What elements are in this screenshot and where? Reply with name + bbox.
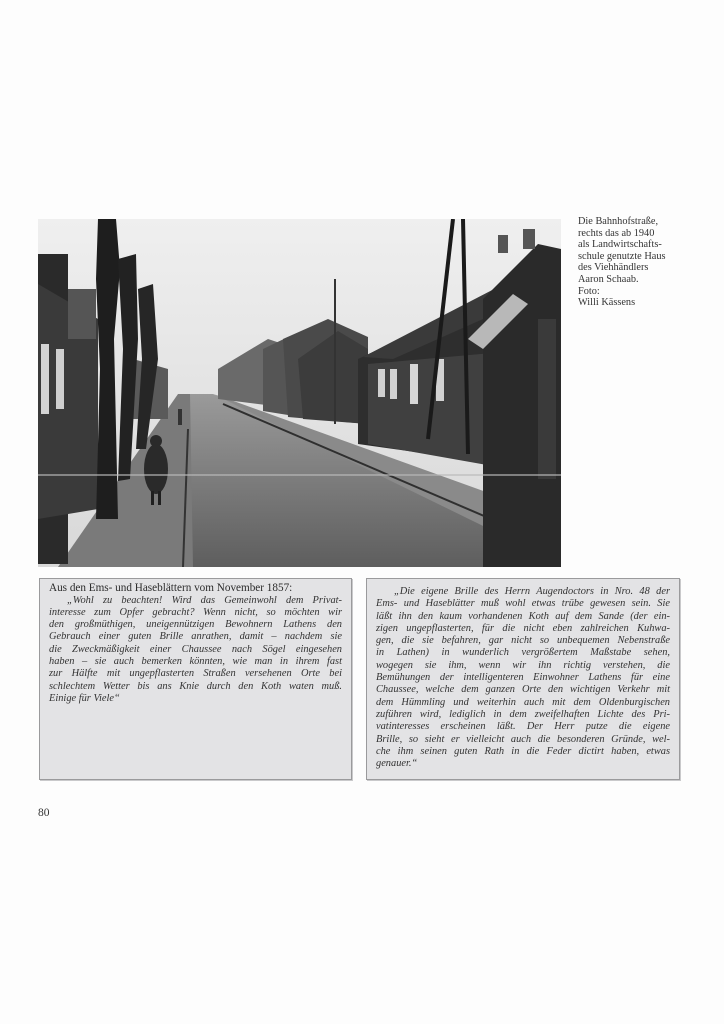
- caption-line: Die Bahnhofstraße,: [578, 216, 659, 227]
- caption-line: Willi Kässens: [578, 297, 636, 309]
- photo-image: [38, 219, 561, 567]
- quote-line: Gebrauch einer guten Brille anrathen, damit – nachdem sie: [49, 631, 342, 643]
- caption-line: rechts das ab 1940: [578, 227, 655, 239]
- quote-line: genauer.“: [376, 758, 418, 770]
- quote-line: zigen ungepflasterten, für die nicht eben zahlreichen Kuhwa-: [376, 622, 670, 634]
- quote-line: Bemühungen der intelligenteren Einwohner Lathens für eine: [376, 672, 670, 684]
- caption-line: als Landwirtschafts-: [578, 239, 662, 251]
- quote-signature: Einige für Viele“: [49, 692, 120, 704]
- quote-line: zur Hälfte mit ungepflasterten Straßen versehenen Orte bei: [49, 668, 342, 680]
- quote-line: Chaussee, welche dem ganzen Orte den wichtigen Verkehr mit: [376, 684, 670, 696]
- caption-line: Aaron Schaab.: [578, 273, 639, 285]
- quote-line: gen, die sie befahren, gar nicht so unbequemen Nebenstraße: [376, 635, 670, 647]
- quote-line: in Lathen) in wunderlich vergrößertem Maßstabe sehen,: [376, 647, 670, 659]
- caption-line: des Viehhändlers: [578, 262, 649, 274]
- quote-line: zuführen wird, lediglich in dem zweifelhaften Lichte des Pri-: [376, 708, 670, 720]
- newspaper-quote-box-left: [39, 578, 352, 780]
- quote-line: „Wohl zu beachten! Wird das Gemeinwohl dem Privat-: [67, 594, 342, 606]
- quote-line: interesse zum Opfer gebracht? Wenn nicht, so möchten wir: [49, 606, 342, 618]
- quote-line: den großmüthigen, uneigennützigen Bewohnern Lathens den: [49, 619, 342, 631]
- quote-line: Brille, so sieht er vielleicht auch die besonderen Gründe, wel-: [376, 733, 670, 745]
- quote-line: wogegen sie ihm, wenn wir ihn richtig verstehen, die: [376, 659, 670, 671]
- quote-line: haben – sie auch bemerken könnten, wie man in ihrem fast: [49, 656, 342, 668]
- quote-line: „Die eigene Brille des Herrn Augendoctors in Nro. 48 der: [394, 586, 670, 597]
- caption-line: schule genutzte Haus: [578, 250, 666, 262]
- quote-line: läßt ihn den kaum vorhandenen Koth auf dem Sande (der ein-: [376, 610, 670, 622]
- caption-line: Foto:: [578, 285, 600, 297]
- quote-heading: Aus den Ems- und Haseblättern vom November 1857:: [49, 582, 293, 594]
- quote-line: vatinteresses erscheinen läßt. Der Herr putze die eigene: [376, 721, 670, 733]
- newspaper-quote-box-right: [366, 578, 680, 780]
- quote-line: die Zweckmäßigkeit einer Chaussee nach Sögel eingesehen: [49, 643, 342, 655]
- photo-caption: [578, 216, 688, 309]
- quote-line: schlechtem Wetter bis ans Knie durch den Koth waten muß.: [49, 680, 342, 692]
- street-photograph: [38, 219, 561, 567]
- quote-line: dem Hümmling und weiterhin auch mit dem Oldenburgischen: [376, 696, 670, 708]
- page-number: 80: [38, 807, 50, 819]
- quote-line: Ems- und Haseblätter muß wohl etwas trübe gewesen sein. Sie: [376, 598, 670, 610]
- quote-line: che ihm seinen guten Rath in die Feder dictirt haben, etwas: [376, 745, 670, 757]
